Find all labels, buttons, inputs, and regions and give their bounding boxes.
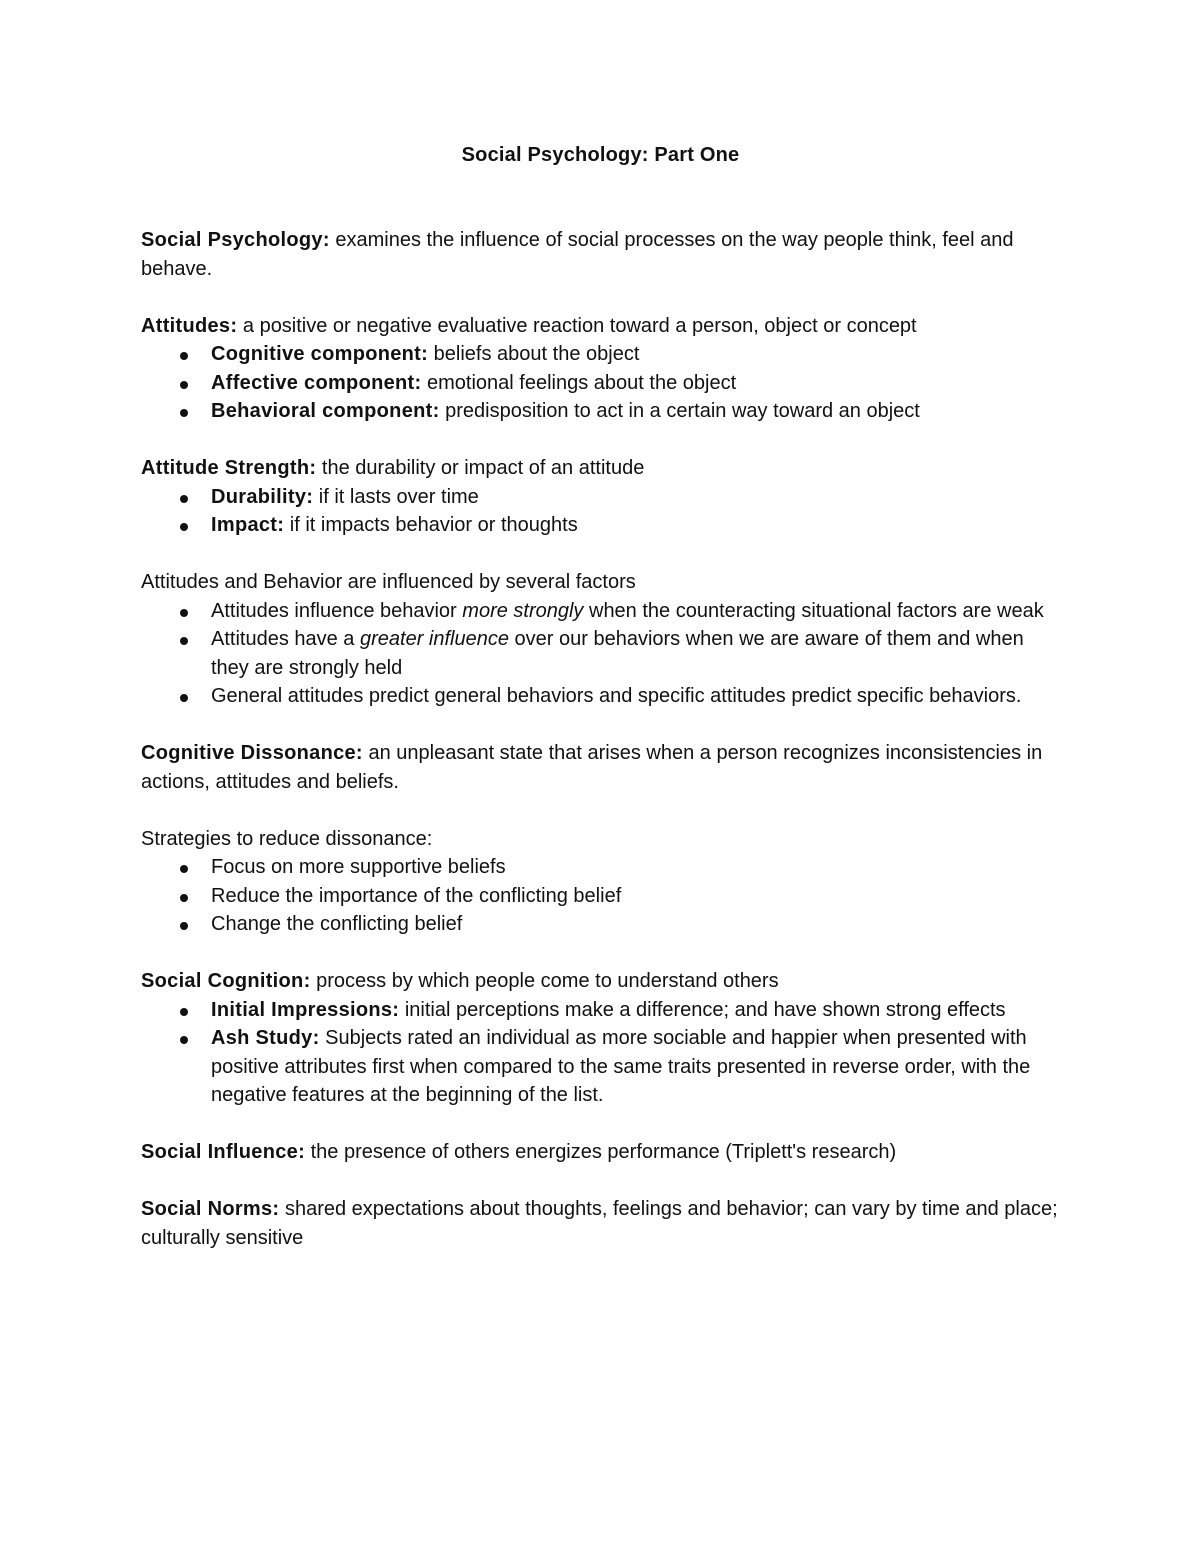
item-text: predisposition to act in a certain way toward an object — [439, 400, 920, 422]
term-label: Cognitive component: — [211, 343, 429, 365]
definition-social-psychology — [141, 226, 1060, 283]
bullet-icon — [180, 922, 188, 930]
bullet-icon — [180, 523, 188, 531]
term-label: Durability: — [211, 485, 314, 508]
definition-text: examines the influence of social processes on the way people think, feel and behave. — [141, 229, 1014, 280]
item-text: Attitudes have a — [211, 628, 360, 650]
bullet-icon — [180, 495, 188, 503]
list-item — [141, 340, 1060, 369]
bullet-icon — [180, 637, 188, 645]
item-text: if it impacts behavior or thoughts — [284, 514, 578, 536]
emphasis-text: greater influence — [359, 628, 509, 650]
bullet-icon — [180, 609, 188, 617]
bullet-icon — [180, 1008, 188, 1016]
term-label: Attitudes: — [141, 314, 238, 337]
item-text: over our behaviors when we are aware of them and when they are strongly held — [211, 628, 1024, 679]
bullet-icon — [180, 352, 188, 360]
emphasis-text: more strongly — [462, 599, 584, 622]
definition-text: an unpleasant state that arises when a person recognizes inconsistencies in actions, attitudes and beliefs. — [141, 742, 1043, 793]
document-title: Social Psychology: Part One — [461, 144, 740, 166]
term-label: Cognitive Dissonance: — [141, 742, 363, 764]
bullet-icon — [180, 894, 188, 902]
definition-social-influence — [141, 1138, 1060, 1167]
bullet-icon — [180, 1036, 188, 1044]
strategies-intro: Strategies to reduce dissonance: — [141, 827, 433, 850]
item-text: Change the conflicting belief — [211, 913, 463, 935]
list-item — [141, 853, 1060, 882]
list-item — [141, 682, 1060, 711]
definition-social-cognition — [141, 967, 1060, 996]
bullet-icon — [180, 694, 188, 702]
item-text: initial perceptions make a difference; and have shown strong effects — [399, 998, 1006, 1021]
list-item — [141, 597, 1060, 626]
list-item — [141, 882, 1060, 911]
list-item — [141, 910, 1060, 939]
item-text: Attitudes influence behavior — [211, 599, 463, 622]
bullet-icon — [180, 409, 188, 417]
item-text: emotional feelings about the object — [421, 371, 737, 394]
social-cognition-list — [141, 996, 1060, 1110]
list-item — [141, 369, 1060, 398]
term-label: Social Influence: — [141, 1141, 306, 1163]
definition-text: a positive or negative evaluative reaction toward a person, object or concept — [237, 314, 917, 337]
list-item — [141, 511, 1060, 540]
attitudes-behavior-list — [141, 597, 1060, 711]
term-label: Social Psychology: — [141, 229, 330, 251]
term-label: Attitude Strength: — [141, 457, 317, 479]
definition-attitude-strength — [141, 454, 1060, 483]
definition-cognitive-dissonance — [141, 739, 1060, 796]
list-item — [141, 1024, 1060, 1110]
strategies-list — [141, 853, 1060, 939]
item-text: if it lasts over time — [313, 485, 479, 508]
definition-social-norms — [141, 1195, 1060, 1252]
item-text: Focus on more supportive beliefs — [211, 856, 506, 878]
term-label: Social Cognition: — [141, 970, 311, 992]
attitudes-components-list — [141, 340, 1060, 426]
item-text: when the counteracting situational factors are weak — [583, 599, 1044, 622]
term-label: Affective component: — [211, 371, 422, 394]
term-label: Ash Study: — [211, 1027, 320, 1049]
list-item — [141, 996, 1060, 1025]
term-label: Social Norms: — [141, 1198, 280, 1220]
term-label: Impact: — [211, 514, 285, 536]
definition-text: process by which people come to understand others — [310, 970, 779, 992]
term-label: Behavioral component: — [211, 400, 440, 422]
item-text: Reduce the importance of the conflicting belief — [211, 884, 622, 907]
definition-text: the presence of others energizes performance (Triplett's research) — [305, 1141, 897, 1163]
list-item — [141, 397, 1060, 426]
definition-text: the durability or impact of an attitude — [316, 457, 645, 479]
list-item — [141, 625, 1060, 682]
item-text: General attitudes predict general behaviors and specific attitudes predict specific behaviors. — [211, 685, 1022, 707]
item-text: beliefs about the object — [428, 343, 640, 365]
item-text: Subjects rated an individual as more sociable and happier when presented with positive attributes first when compared to the same traits presented in reverse order, with the negative features at the beginning of the list. — [211, 1027, 1031, 1106]
definition-text: shared expectations about thoughts, feelings and behavior; can vary by time and place; culturally sensitive — [141, 1198, 1058, 1249]
definition-attitudes — [141, 312, 1060, 341]
list-item — [141, 483, 1060, 512]
attitude-strength-list — [141, 483, 1060, 540]
bullet-icon — [180, 865, 188, 873]
term-label: Initial Impressions: — [211, 998, 400, 1021]
bullet-icon — [180, 381, 188, 389]
attitudes-behavior-intro: Attitudes and Behavior are influenced by several factors — [141, 571, 636, 593]
